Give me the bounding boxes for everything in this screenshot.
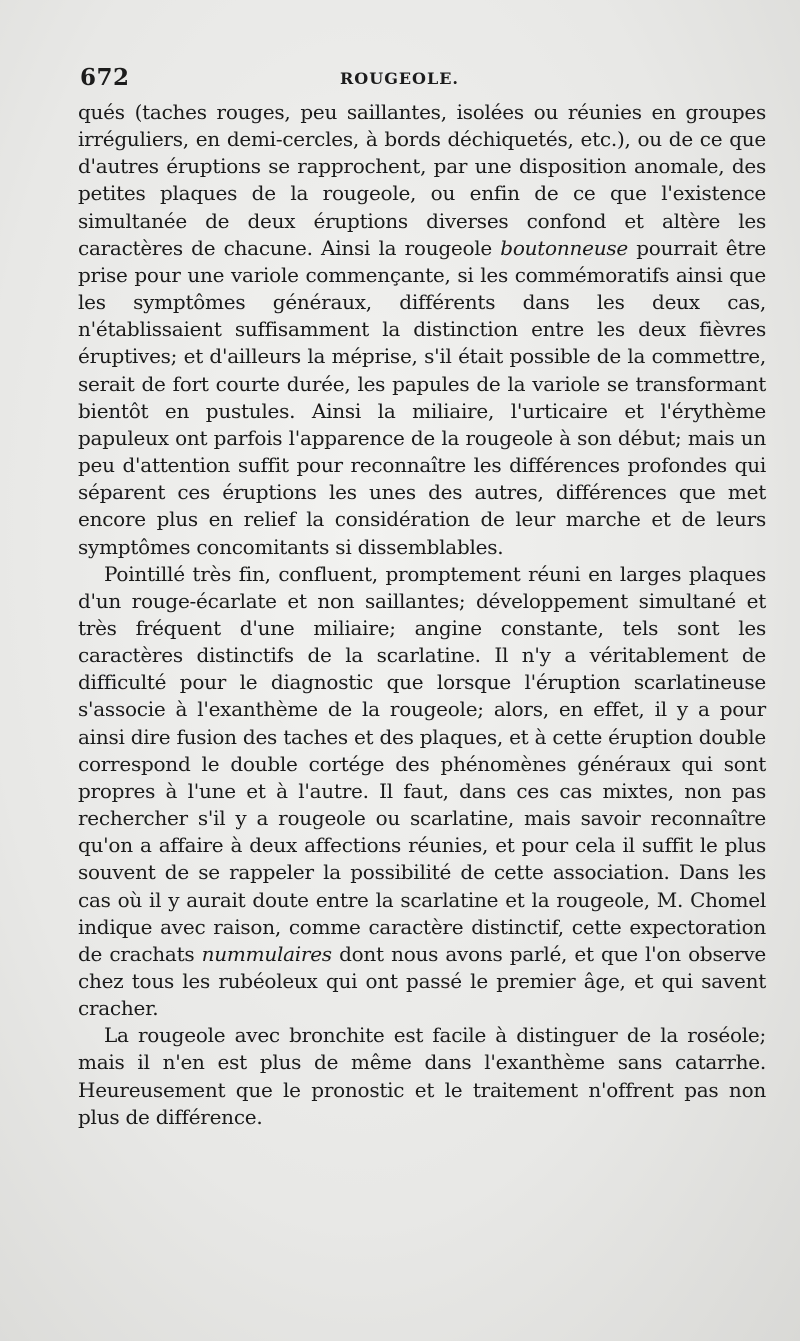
text-segment: qués (taches rouges, peu saillantes, isolées ou réunies en groupes irréguliers, en demi-cercles, à bords déchiquetés, etc.), ou de ce que d'autres éruptions se rapprochent, par une disposition anomale, des petites plaques de la rougeole, ou enfin de ce que l'existence simultanée de deux éruptions diverses confond et altère les caractères de chacune. Ainsi la rougeole: [78, 100, 766, 260]
running-head: ROUGEOLE.: [340, 69, 459, 88]
italic-term-nummulaires: nummulaires: [201, 941, 332, 966]
body-text: [78, 99, 766, 1131]
text-segment: pourrait être prise pour une variole commençante, si les commémoratifs ainsi que les symptômes généraux, différents dans les deux cas, n'établissaient suffisamment la distinction entre les deux fièvres éruptives; et d'ailleurs la méprise, s'il était possible de la commettre, serait de fort courte durée, les papules de la variole se transformant bientôt en pustules. Ainsi la miliaire, l'urticaire et l'érythème papuleux ont parfois l'apparence de la rougeole à son début; mais un peu d'attention suffit pour reconnaître les différences profondes qui séparent ces éruptions les unes des autres, différences que met encore plus en relief la considération de leur marche et de leurs symptômes concomitants si dissemblables.: [78, 235, 767, 559]
paragraph-2: [78, 561, 766, 1023]
text-segment: La rougeole avec bronchite est facile à distinguer de la roséole; mais il n'en est plus de même dans l'exanthème sans catarrhe. Heureusement que le pronostic et le traitement n'offrent pas non plus de différence.: [78, 1023, 766, 1129]
text-segment: Pointillé très fin, confluent, promptement réuni en larges plaques d'un rouge-écarlate et non saillantes; développement simultané et très fréquent d'une miliaire; angine constante, tels sont les caractères distinctifs de la scarlatine. Il n'y a véritablement de difficulté pour le diagnostic que lorsque l'éruption scarlatineuse s'associe à l'exanthème de la rougeole; alors, en effet, il y a pour ainsi dire fusion des taches et des plaques, et à cette éruption double correspond le double cortége des phénomènes généraux qui sont propres à l'une et à l'autre. Il faut, dans ces cas mixtes, non pas rechercher s'il y a rougeole ou scarlatine, mais savoir reconnaître qu'on a affaire à deux affections réunies, et pour cela il suffit le plus souvent de se rappeler la possibilité de cette association. Dans les cas où il y aurait doute entre la scarlatine et la rougeole, M. Chomel indique avec raison, comme caractère distinctif, cette expectoration de crachats: [78, 561, 766, 966]
page-header: [80, 64, 765, 94]
text-segment: dont nous avons parlé, et que l'on observe chez tous les rubéoleux qui ont passé le premier âge, et qui savent cracher.: [78, 941, 766, 1021]
italic-term-boutonneuse: boutonneuse: [500, 235, 628, 260]
paragraph-1: [78, 99, 766, 561]
page-number: 672: [80, 64, 130, 91]
paragraph-3: [78, 1022, 766, 1131]
